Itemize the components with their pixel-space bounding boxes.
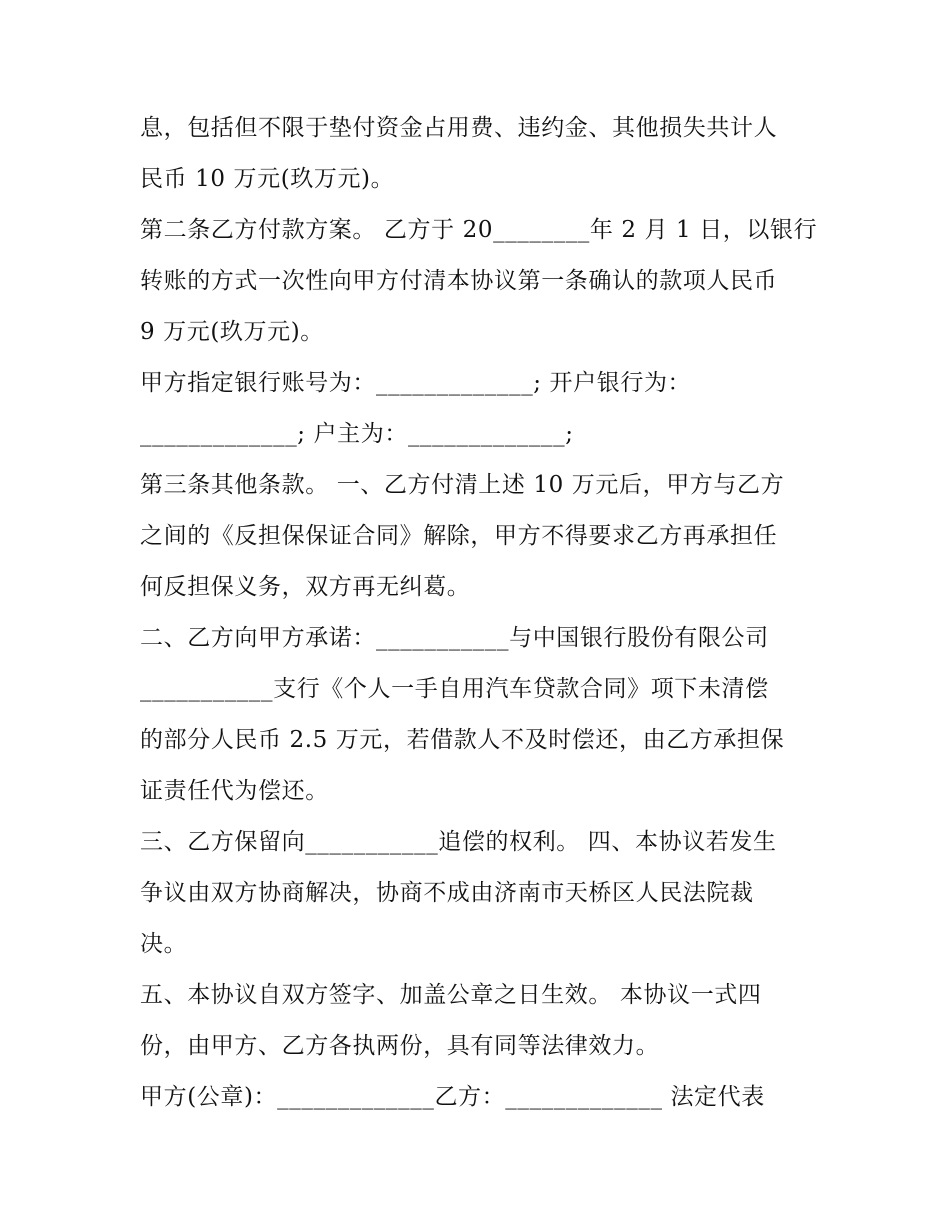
document-body — [140, 103, 820, 1123]
clause-3-line: 三、乙方保留向___________追偿的权利。 四、本协议若发生 — [140, 829, 777, 855]
bank-account-line: 甲方指定银行账号为：_____________; 开户银行为： — [140, 370, 692, 396]
text-line: 争议由双方协商解决，协商不成由济南市天桥区人民法院裁 — [140, 880, 754, 906]
text-line: 份，由甲方、乙方各执两份，具有同等法律效力。 — [140, 1033, 660, 1059]
text-line: ___________支行《个人一手自用汽车贷款合同》项下未清偿 — [140, 676, 769, 702]
text-line: 转账的方式一次性向甲方付清本协议第一条确认的款项人民币 — [140, 268, 778, 294]
text-line: 9 万元(玖万元)。 — [140, 319, 324, 345]
text-line: 民币 10 万元(玖万元)。 — [140, 166, 395, 192]
account-holder-line: _____________; 户主为：_____________; — [140, 421, 574, 447]
text-line: 之间的《反担保保证合同》解除，甲方不得要求乙方再承担任 — [140, 523, 778, 549]
text-line: 证责任代为偿还。 — [140, 778, 329, 804]
text-line: 决。 — [140, 931, 188, 957]
text-line: 何反担保义务，双方再无纠葛。 — [140, 574, 471, 600]
text-line: 的部分人民币 2.5 万元，若借款人不及时偿还，由乙方承担保 — [140, 727, 785, 753]
article-2-line: 第二条乙方付款方案。 乙方于 20________年 2 月 1 日，以银行 — [140, 217, 818, 243]
clause-5-line: 五、本协议自双方签字、加盖公章之日生效。 本协议一式四 — [140, 982, 762, 1008]
signature-line: 甲方(公章)：_____________乙方：_____________ 法定代表 — [140, 1084, 765, 1110]
text-line: 息，包括但不限于垫付资金占用费、违约金、其他损失共计人 — [140, 115, 778, 141]
clause-2-line: 二、乙方向甲方承诺：___________与中国银行股份有限公司 — [140, 625, 769, 651]
article-3-line: 第三条其他条款。 一、乙方付清上述 10 万元后，甲方与乙方 — [140, 472, 785, 498]
